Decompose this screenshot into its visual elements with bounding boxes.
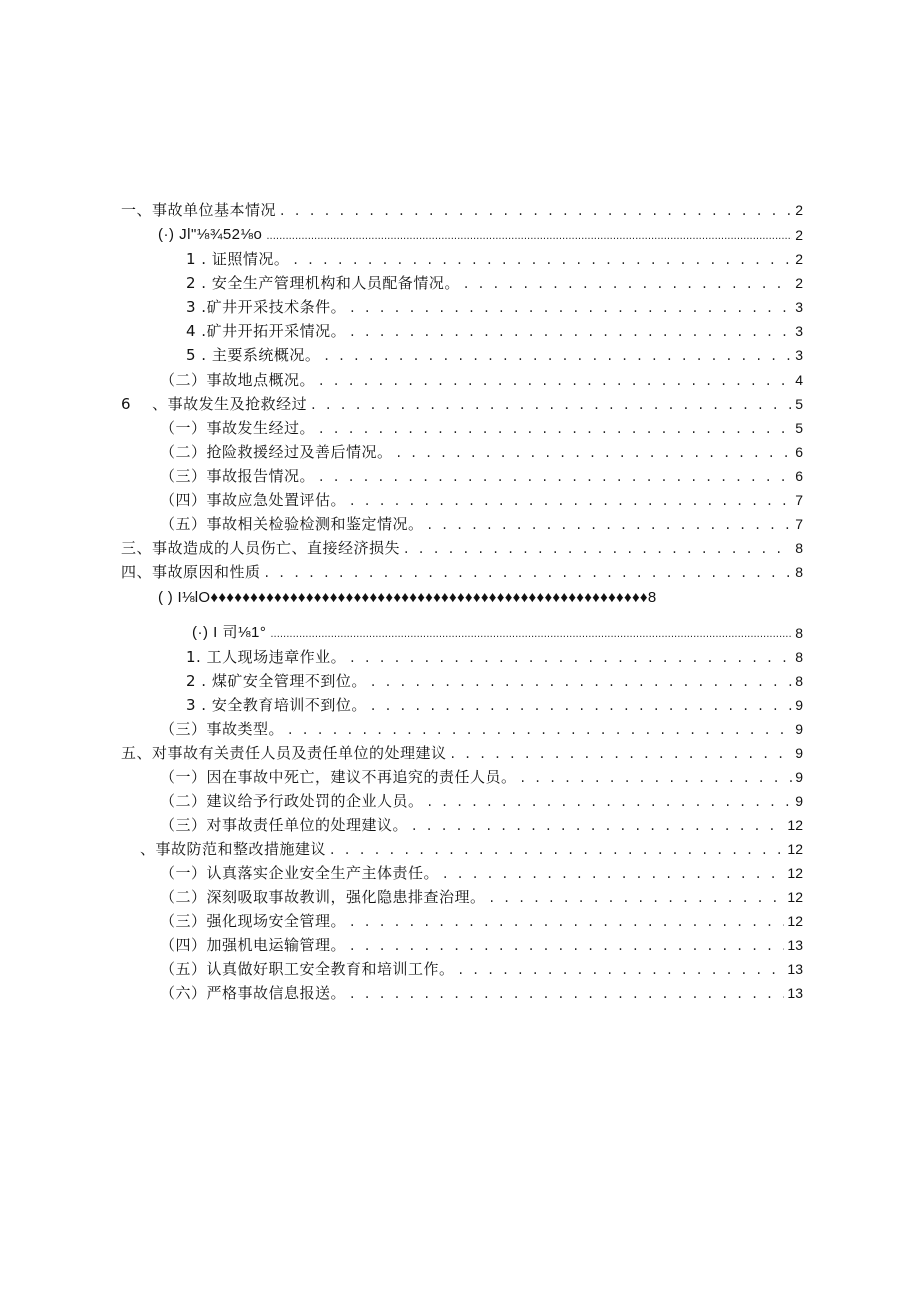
toc-page-number: 3 bbox=[795, 347, 803, 363]
toc-entry[interactable] bbox=[158, 224, 803, 246]
toc-entry[interactable] bbox=[121, 199, 803, 221]
toc-entry-text: （三）事故类型。 bbox=[160, 720, 285, 738]
toc-entry-text: 三、事故造成的人员伤亡、直接经济损失 bbox=[121, 539, 401, 557]
toc-leader-dots bbox=[350, 491, 792, 511]
toc-page-number: 13 bbox=[787, 937, 803, 953]
toc-leader-dots bbox=[319, 419, 792, 439]
toc-leader-dots bbox=[371, 672, 792, 692]
toc-entry-text: 五、对事故有关责任人员及责任单位的处理建议 bbox=[121, 744, 447, 762]
toc-entry[interactable] bbox=[160, 814, 803, 836]
toc-entry[interactable] bbox=[186, 248, 803, 270]
toc-leader-dots bbox=[265, 563, 793, 583]
toc-leader-dots bbox=[443, 864, 784, 884]
toc-entry-text: 3 . 安全教育培训不到位。 bbox=[186, 696, 367, 714]
toc-entry-text: （二）深刻吸取事故教训，强化隐患排查治理。 bbox=[160, 888, 486, 906]
toc-page-number: 9 bbox=[795, 697, 803, 713]
toc-entry[interactable] bbox=[160, 441, 803, 463]
toc-page-number: 7 bbox=[795, 492, 803, 508]
toc-page-number: 8 bbox=[795, 625, 803, 641]
toc-leader-dots bbox=[350, 984, 784, 1004]
toc-entry-text: 3 .矿井开采技术条件。 bbox=[186, 298, 347, 316]
toc-leader-dots bbox=[350, 648, 792, 668]
toc-leader-dots bbox=[397, 443, 793, 463]
toc-leader-dots bbox=[324, 346, 792, 366]
toc-entry-text: （五）事故相关检验检测和鉴定情况。 bbox=[160, 515, 424, 533]
toc-page-number: 6 bbox=[795, 468, 803, 484]
toc-leader-dots bbox=[280, 201, 792, 221]
toc-page-number: 6 bbox=[795, 444, 803, 460]
toc-page-number: 2 bbox=[795, 275, 803, 291]
toc-entry-text: （二）抢险救援经过及善后情况。 bbox=[160, 443, 393, 461]
toc-entry[interactable] bbox=[160, 417, 803, 439]
toc-entry[interactable] bbox=[160, 958, 803, 980]
toc-leader-dots bbox=[428, 792, 793, 812]
toc-leader-dots bbox=[350, 912, 784, 932]
toc-page-number: 8 bbox=[795, 540, 803, 556]
toc-page-number: 9 bbox=[795, 745, 803, 761]
toc-entry[interactable] bbox=[140, 838, 803, 860]
toc-entry-text: 4 .矿井开拓开采情况。 bbox=[186, 322, 347, 340]
toc-entry-text: （四）加强机电运输管理。 bbox=[160, 936, 347, 954]
toc-page-number: 3 bbox=[795, 299, 803, 315]
toc-leader-dots bbox=[319, 467, 792, 487]
toc-page-number: 2 bbox=[795, 227, 803, 243]
toc-page-number: 9 bbox=[795, 721, 803, 737]
toc-entry[interactable] bbox=[186, 344, 803, 366]
toc-entry-text: 2 . 安全生产管理机构和人员配备情况。 bbox=[186, 274, 460, 292]
toc-page-number: 8 bbox=[795, 564, 803, 580]
toc-page-number: 9 bbox=[795, 769, 803, 785]
toc-entry-text: 5 . 主要系统概况。 bbox=[186, 346, 321, 364]
toc-page-number: 8 bbox=[795, 649, 803, 665]
toc-leader-dots bbox=[319, 371, 792, 391]
toc-leader-dots bbox=[404, 539, 792, 559]
toc-entry-text: 2 . 煤矿安全管理不到位。 bbox=[186, 672, 367, 690]
toc-entry[interactable] bbox=[121, 742, 803, 764]
toc-page-number: 5 bbox=[795, 396, 803, 412]
toc-leader-dots bbox=[459, 960, 785, 980]
toc-page-number: 3 bbox=[795, 323, 803, 339]
toc-entry-text: （一）认真落实企业安全生产主体责任。 bbox=[160, 864, 440, 882]
toc-page-number: 12 bbox=[787, 817, 803, 833]
toc-leader-dots bbox=[293, 250, 792, 270]
toc-entry[interactable] bbox=[186, 320, 803, 342]
toc-entry-text: （四）事故应急处置评估。 bbox=[160, 491, 347, 509]
toc-entry[interactable] bbox=[192, 622, 803, 644]
toc-entry-text: 一、事故单位基本情况 bbox=[121, 201, 277, 219]
toc-leader-dots bbox=[521, 768, 793, 788]
toc-leader-dots bbox=[428, 515, 793, 535]
toc-entry-text: （五）认真做好职工安全教育和培训工作。 bbox=[160, 960, 455, 978]
toc-leader-dots bbox=[350, 298, 792, 318]
toc-entry[interactable] bbox=[160, 790, 803, 812]
toc-entry[interactable] bbox=[160, 862, 803, 884]
toc-entry[interactable] bbox=[186, 296, 803, 318]
toc-leader-dots bbox=[412, 816, 784, 836]
toc-leader-dots bbox=[266, 228, 792, 246]
toc-entry-garbled[interactable]: ( ) I⅛lO♦♦♦♦♦♦♦♦♦♦♦♦♦♦♦♦♦♦♦♦♦♦♦♦♦♦♦♦♦♦♦♦♦♦♦♦♦♦♦♦♦♦♦♦♦♦♦♦♦♦♦♦♦♦♦8 bbox=[158, 589, 657, 606]
toc-page-number: 12 bbox=[787, 913, 803, 929]
toc-entry[interactable] bbox=[160, 934, 803, 956]
toc-entry[interactable] bbox=[160, 465, 803, 487]
toc-leader-dots bbox=[270, 626, 792, 644]
toc-entry-text: （三）事故报告情况。 bbox=[160, 467, 316, 485]
toc-entry[interactable] bbox=[121, 393, 803, 415]
toc-entry-text: 四、事故原因和性质 bbox=[121, 563, 261, 581]
toc-entry[interactable] bbox=[186, 646, 803, 668]
toc-leader-dots bbox=[288, 720, 792, 740]
toc-leader-dots bbox=[311, 395, 792, 415]
toc-entry-text: (·) Jl"⅛¾52⅛o bbox=[158, 226, 263, 243]
toc-page-number: 5 bbox=[795, 420, 803, 436]
toc-entry[interactable] bbox=[186, 694, 803, 716]
toc-page-number: 2 bbox=[795, 202, 803, 218]
toc-entry-text: （三）强化现场安全管理。 bbox=[160, 912, 347, 930]
toc-entry[interactable] bbox=[121, 561, 803, 583]
toc-entry[interactable] bbox=[160, 982, 803, 1004]
toc-entry-text: （二）事故地点概况。 bbox=[160, 371, 316, 389]
toc-page-number: 13 bbox=[787, 985, 803, 1001]
toc-page-number: 13 bbox=[787, 961, 803, 977]
toc-entry[interactable] bbox=[160, 718, 803, 740]
toc-entry-text: （一）因在事故中死亡，建议不再追究的责任人员。 bbox=[160, 768, 517, 786]
toc-entry[interactable] bbox=[160, 910, 803, 932]
toc-entry-text: 1. 工人现场违章作业。 bbox=[186, 648, 347, 666]
toc-entry[interactable] bbox=[160, 513, 803, 535]
toc-leader-dots bbox=[350, 322, 792, 342]
toc-leader-dots bbox=[464, 274, 792, 294]
toc-entry[interactable] bbox=[160, 766, 803, 788]
toc-entry[interactable] bbox=[160, 489, 803, 511]
toc-page-number: 9 bbox=[795, 793, 803, 809]
toc-leader-dots bbox=[330, 840, 784, 860]
toc-page-number: 7 bbox=[795, 516, 803, 532]
toc-entry-text: 6 、事故发生及抢救经过 bbox=[121, 395, 308, 413]
toc-leader-dots bbox=[490, 888, 785, 908]
toc-entry[interactable] bbox=[121, 537, 803, 559]
toc-page-number: 4 bbox=[795, 372, 803, 388]
toc-entry-text: （二）建议给予行政处罚的企业人员。 bbox=[160, 792, 424, 810]
toc-page-number: 2 bbox=[795, 251, 803, 267]
toc-entry-text: （六）严格事故信息报送。 bbox=[160, 984, 347, 1002]
toc-entry-text: 、事故防范和整改措施建议 bbox=[140, 840, 327, 858]
toc-entry[interactable] bbox=[186, 272, 803, 294]
toc-entry[interactable] bbox=[160, 886, 803, 908]
toc-entry-text: 1 . 证照情况。 bbox=[186, 250, 290, 268]
toc-page-number: 12 bbox=[787, 841, 803, 857]
toc-entry[interactable] bbox=[160, 369, 803, 391]
toc-page-number: 8 bbox=[795, 673, 803, 689]
toc-page-number: 12 bbox=[787, 865, 803, 881]
toc-page-number: 12 bbox=[787, 889, 803, 905]
toc-entry-text: (·) I 司⅛1° bbox=[192, 624, 267, 641]
toc-leader-dots bbox=[350, 936, 784, 956]
toc-leader-dots bbox=[371, 696, 792, 716]
toc-entry[interactable] bbox=[186, 670, 803, 692]
toc-entry-text: （三）对事故责任单位的处理建议。 bbox=[160, 816, 409, 834]
toc-leader-dots bbox=[451, 744, 793, 764]
toc-entry-text: （一）事故发生经过。 bbox=[160, 419, 316, 437]
